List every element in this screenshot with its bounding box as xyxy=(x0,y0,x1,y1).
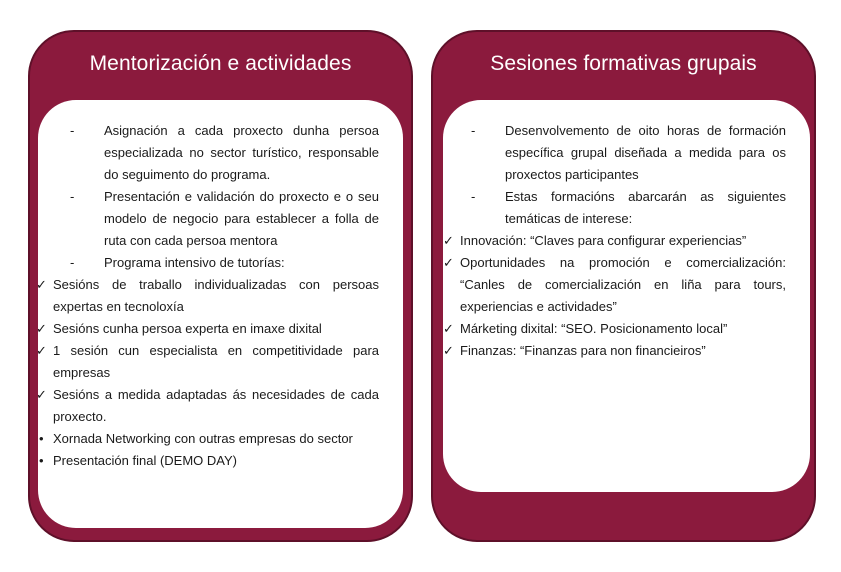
list-item: - Presentación e validación do proxecto e o seu modelo de negocio para establecer a folla de ruta con cada persoa mentora xyxy=(70,186,379,252)
list-item: - Programa intensivo de tutorías: xyxy=(70,252,379,274)
list-item: ✓ Sesións de traballo individualizadas con persoas expertas en tecnoloxía xyxy=(36,274,379,318)
dash-marker: - xyxy=(70,255,75,270)
training-card-title: Sesiones formativas grupais xyxy=(490,52,757,75)
training-list xyxy=(443,120,786,362)
dash-marker: - xyxy=(471,189,476,204)
mentorship-card-body xyxy=(38,100,403,528)
list-item: • Xornada Networking con outras empresas do sector xyxy=(36,428,379,450)
list-item: - Desenvolvemento de oito horas de formación específica grupal diseñada a medida para os proxectos participantes xyxy=(471,120,786,186)
check-icon: ✓ xyxy=(443,255,454,270)
training-card xyxy=(431,30,816,542)
list-item: - Estas formacións abarcarán as siguientes temáticas de interese: xyxy=(471,186,786,230)
dash-marker: - xyxy=(70,123,75,138)
check-icon: ✓ xyxy=(443,343,454,358)
check-icon: ✓ xyxy=(36,277,47,292)
check-icon: ✓ xyxy=(36,387,47,402)
list-item: ✓ Sesións cunha persoa experta en imaxe dixital xyxy=(36,318,379,340)
mentorship-list xyxy=(36,120,379,472)
dash-marker: - xyxy=(471,123,476,138)
list-item: - Asignación a cada proxecto dunha persoa especializada no sector turístico, responsable do seguimento do programa. xyxy=(70,120,379,186)
mentorship-card xyxy=(28,30,413,542)
check-icon: ✓ xyxy=(36,343,47,358)
training-card-body xyxy=(443,100,810,492)
bullet-icon: • xyxy=(39,431,44,446)
list-item: ✓ Finanzas: “Finanzas para non financieiros” xyxy=(443,340,786,362)
list-item: • Presentación final (DEMO DAY) xyxy=(36,450,379,472)
check-icon: ✓ xyxy=(36,321,47,336)
dash-marker: - xyxy=(70,189,75,204)
list-item: ✓ Innovación: “Claves para configurar experiencias” xyxy=(443,230,786,252)
check-icon: ✓ xyxy=(443,233,454,248)
list-item: ✓ 1 sesión cun especialista en competitividade para empresas xyxy=(36,340,379,384)
bullet-icon: • xyxy=(39,453,44,468)
list-item: ✓ Oportunidades na promoción e comercialización: “Canles de comercialización en liña para tours, experiencias e actividades” xyxy=(443,252,786,318)
list-item: ✓ Sesións a medida adaptadas ás necesidades de cada proxecto. xyxy=(36,384,379,428)
check-icon: ✓ xyxy=(443,321,454,336)
list-item: ✓ Márketing dixital: “SEO. Posicionamento local” xyxy=(443,318,786,340)
mentorship-card-title: Mentorización e actividades xyxy=(89,52,352,75)
